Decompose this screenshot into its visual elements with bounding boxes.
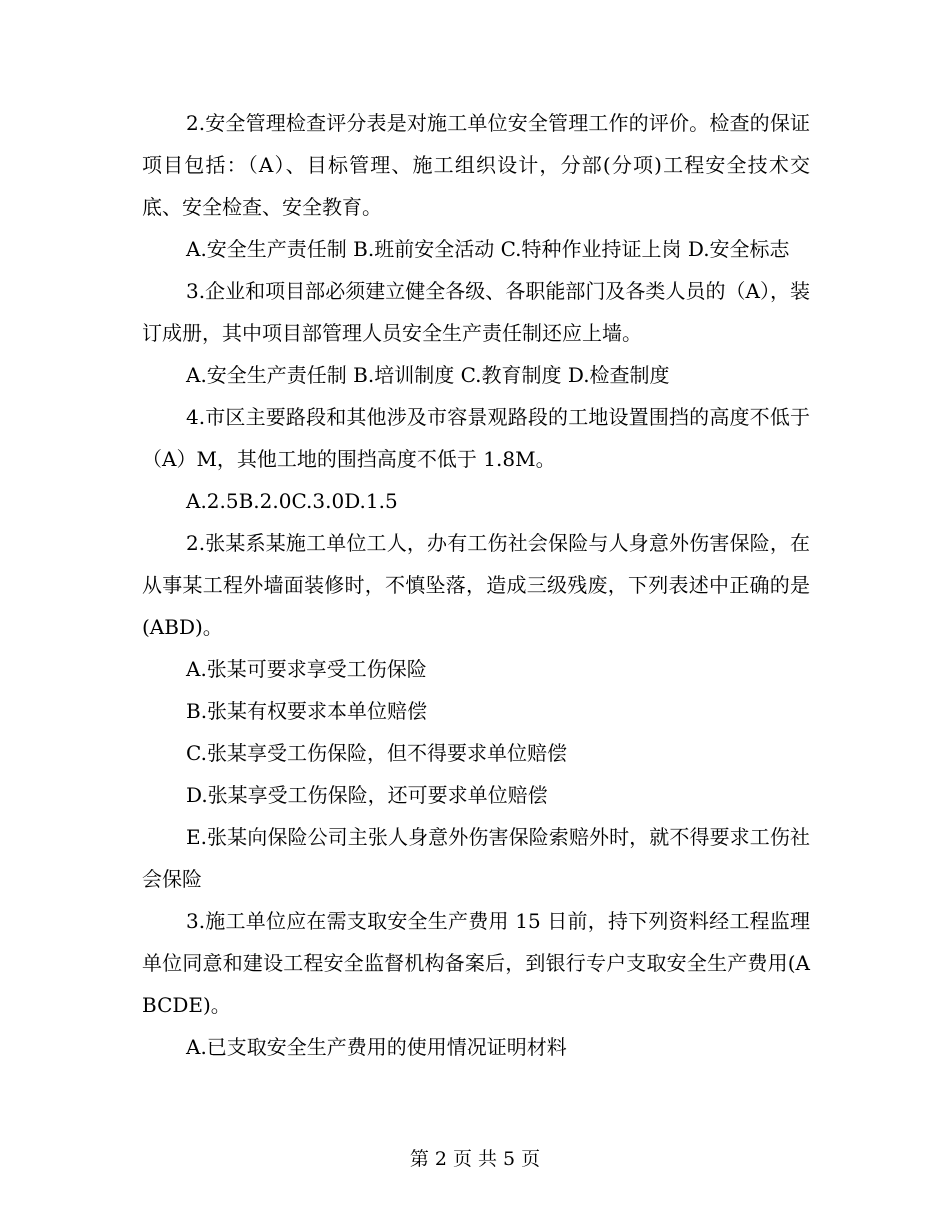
multi-question-2-option-b: B.张某有权要求本单位赔偿 bbox=[186, 699, 428, 723]
page-number-footer: 第 2 页 共 5 页 bbox=[409, 1148, 541, 1170]
question-2-stem: 2.安全管理检查评分表是对施工单位安全管理工作的评价。检查的保证项目包括：（A）、目标管理、施工组织设计，分部(分项)工程安全技术交底、安全检查、安全教育。 bbox=[142, 111, 810, 219]
multi-question-2-option-d: D.张某享受工伤保险，还可要求单位赔偿 bbox=[186, 783, 548, 807]
multi-question-2-option-c: C.张某享受工伤保险，但不得要求单位赔偿 bbox=[186, 741, 567, 765]
multi-question-2-stem: 2.张某系某施工单位工人，办有工伤社会保险与人身意外伤害保险，在从事某工程外墙面装修时，不慎坠落，造成三级残废，下列表述中正确的是(ABD)。 bbox=[142, 531, 810, 639]
question-4-stem: 4.市区主要路段和其他涉及市容景观路段的工地设置围挡的高度不低于（A）M，其他工地的围挡高度不低于 1.8M。 bbox=[142, 405, 810, 471]
document-body bbox=[142, 102, 810, 1068]
multi-question-2-option-e: E.张某向保险公司主张人身意外伤害保险索赔外时，就不得要求工伤社会保险 bbox=[142, 825, 810, 891]
question-3-options: A.安全生产责任制 B.培训制度 C.教育制度 D.检查制度 bbox=[186, 363, 670, 387]
question-3-stem: 3.企业和项目部必须建立健全各级、各职能部门及各类人员的（A），装订成册，其中项目部管理人员安全生产责任制还应上墙。 bbox=[142, 279, 810, 345]
multi-question-3-stem: 3.施工单位应在需支取安全生产费用 15 日前，持下列资料经工程监理单位同意和建设工程安全监督机构备案后，到银行专户支取安全生产费用(ABCDE)。 bbox=[142, 909, 810, 1017]
multi-question-2-option-a: A.张某可要求享受工伤保险 bbox=[186, 657, 427, 681]
question-4-options: A.2.5B.2.0C.3.0D.1.5 bbox=[186, 489, 398, 513]
question-2-options: A.安全生产责任制 B.班前安全活动 C.特种作业持证上岗 D.安全标志 bbox=[186, 237, 790, 261]
multi-question-3-option-a: A.已支取安全生产费用的使用情况证明材料 bbox=[186, 1035, 567, 1059]
